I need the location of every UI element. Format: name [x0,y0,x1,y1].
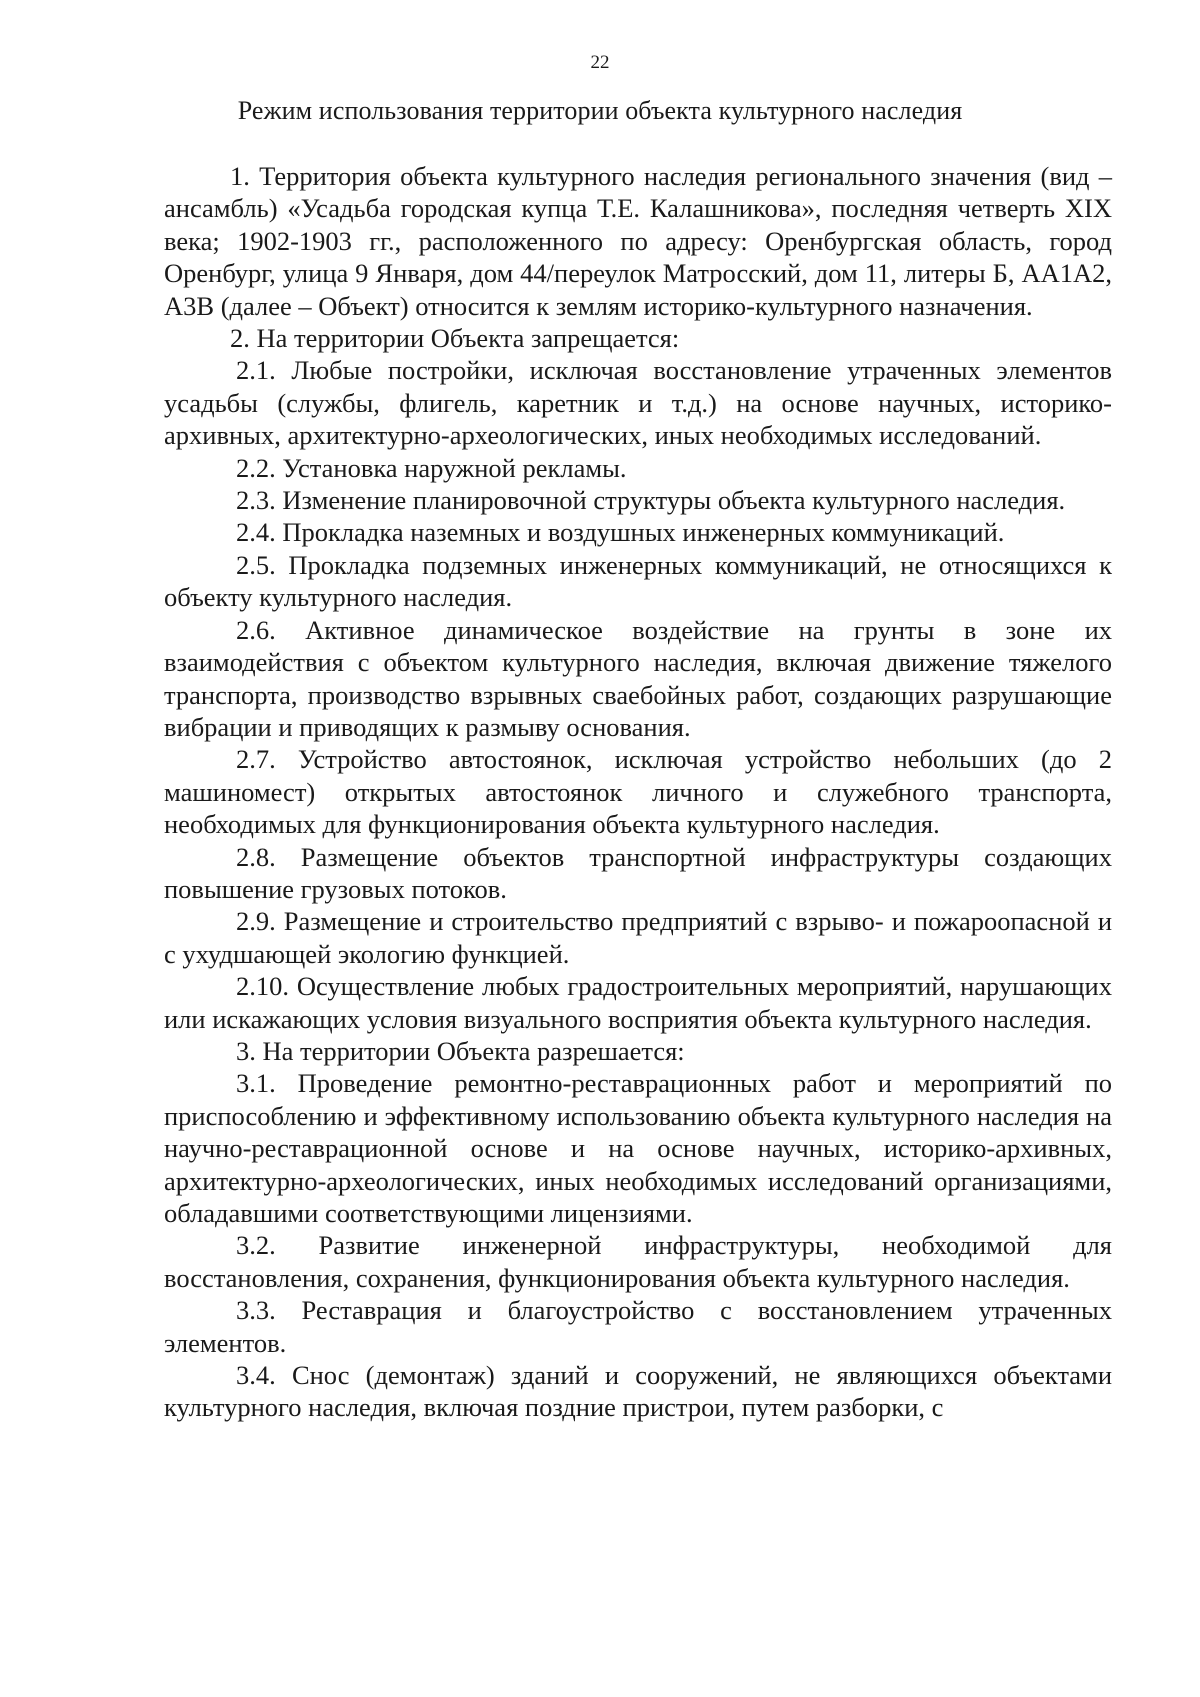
paragraph-3 [164,1035,1112,1067]
paragraph-2-1 [164,354,1112,451]
page-number: 22 [590,52,610,73]
document-title: Режим использования территории объекта культурного наследия [237,96,963,125]
paragraph-text: На территории Объекта разрешается: [262,1035,685,1066]
paragraph-text: Развитие инженерной инфраструктуры, необходимой для восстановления, сохранения, функционирования объекта культурного наследия. [164,1230,1112,1293]
paragraph-text: Установка наружной рекламы. [282,452,627,483]
paragraph-number: 2.8. [236,841,276,872]
paragraph-number: 3.3. [236,1295,276,1326]
paragraph-text: Снос (демонтаж) зданий и сооружений, не являющихся объектами культурного наследия, включая поздние пристрои, путем разборки, с [164,1360,1113,1423]
paragraph-3-4 [164,1359,1112,1424]
paragraph-text: Осуществление любых градостроительных мероприятий, нарушающих или искажающих условия визуального восприятия объекта культурного наследия. [164,971,1112,1034]
paragraph-text: Устройство автостоянок, исключая устройство небольших (до 2 машиномест) открытых автостоянок личного и служебного транспорта, необходимых для функционирования объекта культурного наследия. [164,744,1112,840]
paragraph-number: 2.2. [236,452,276,483]
paragraph-number: 3.4. [236,1360,276,1391]
paragraph-2-9 [164,905,1112,970]
paragraph-number: 3.2. [236,1230,276,1261]
paragraph-2-8 [164,841,1112,906]
paragraph-3-3 [164,1294,1112,1359]
paragraph-number: 3. [236,1035,256,1066]
paragraph-number: 2.10. [236,971,289,1002]
paragraph-2-10 [164,970,1112,1035]
paragraph-text: Любые постройки, исключая восстановление утраченных элементов усадьбы (службы, флигель, каретник и т.д.) на основе научных, историко- архивных, архитектурно-археологических, иных необходимых исследований. [164,355,1113,451]
paragraph-number: 2.3. [236,485,276,516]
paragraph-text: Территория объекта культурного наследия регионального значения (вид – ансамбль) «Усадьба городская купца Т.Е. Калашникова», последняя четверть XIX века; 1902-1903 гг., расположенного по адресу: Оренбургская область, город Оренбург, улица 9 Января, дом 44/переулок Матросский, дом 11, литеры Б, АА1А2, А3В (далее – Объект) относится к землям историко-культурного назначения. [164,161,1113,321]
paragraph-text: Прокладка наземных и воздушных инженерных коммуникаций. [282,517,1005,548]
paragraph-2-3 [164,484,1112,516]
paragraph-number: 3.1. [236,1068,276,1099]
document-body [164,160,1112,1424]
paragraph-text: На территории Объекта запрещается: [256,323,680,354]
paragraph-text: Изменение планировочной структуры объекта культурного наследия. [282,485,1066,516]
paragraph-2-4 [164,516,1112,548]
paragraph-text: Активное динамическое воздействие на грунты в зоне их взаимодействия с объектом культурного наследия, включая движение тяжелого транспорта, производство взрывных сваебойных работ, создающих разрушающие вибрации и приводящих к размыву основания. [164,614,1113,742]
paragraph-2 [164,322,1112,354]
paragraph-text: Проведение ремонтно-реставрационных работ и мероприятий по приспособлению и эффективному использованию объекта культурного наследия на научно-реставрационной основе и на основе научных, историко-архивных, архитектурно-археологических, иных необходимых исследований организациями, обладавшими соответствующими лицензиями. [164,1068,1112,1228]
paragraph-number: 2.1. [236,355,276,386]
paragraph-1 [164,160,1112,322]
paragraph-2-7 [164,743,1112,840]
paragraph-number: 2.7. [236,744,276,775]
paragraph-3-2 [164,1229,1112,1294]
paragraph-text: Прокладка подземных инженерных коммуникаций, не относящихся к объекту культурного наследия. [164,549,1112,613]
paragraph-number: 1. [230,161,250,191]
paragraph-number: 2.6. [236,614,276,645]
paragraph-2-6 [164,614,1112,744]
paragraph-number: 2.9. [236,906,276,937]
paragraph-number: 2.4. [236,517,276,548]
paragraph-number: 2. [230,323,250,354]
paragraph-number: 2.5. [236,549,276,580]
paragraph-text: Размещение и строительство предприятий с взрыво- и пожароопасной и с ухудшающей экологию функцией. [164,906,1113,969]
paragraph-2-5 [164,549,1112,614]
paragraph-3-1 [164,1067,1112,1229]
paragraph-text: Размещение объектов транспортной инфраструктуры создающих повышение грузовых потоков. [164,841,1112,904]
paragraph-text: Реставрация и благоустройство с восстановлением утраченных элементов. [164,1295,1112,1358]
paragraph-2-2 [164,452,1112,484]
